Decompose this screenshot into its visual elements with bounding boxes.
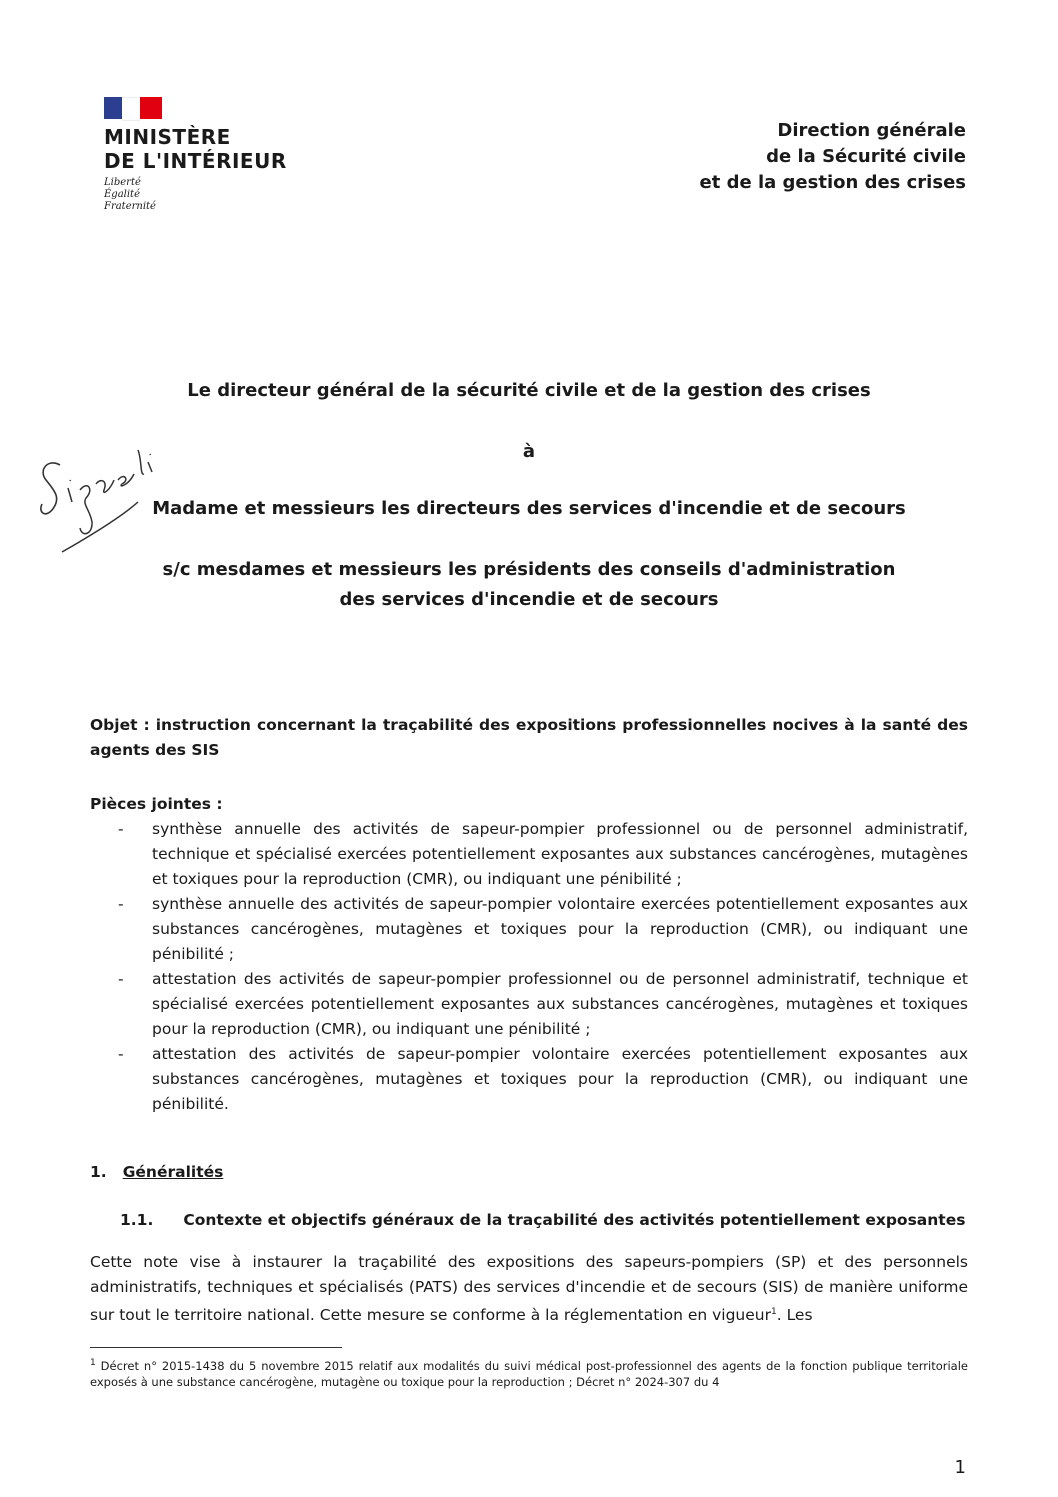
ministry-line-2: DE L'INTÉRIEUR [104,149,287,173]
recipient-line: Madame et messieurs les directeurs des services d'incendie et de secours [152,498,906,519]
section-1-1-heading [120,1208,965,1233]
direction-header [566,118,966,196]
ministry-logo [104,97,344,213]
paragraph-text: Cette note vise à instaurer la traçabilité des expositions des sapeurs-pompiers (SP) et des personnels administratifs, techniques et spécialisés (PATS) des services d'incendie et de secours (SIS) de manière uniforme sur tout le territoire national. Cette mesure se conforme à la réglementation en vigueur [90,1253,968,1325]
handwritten-signature [30,440,180,560]
direction-line-2: de la Sécurité civile [766,146,966,167]
page-number: 1 [954,1457,966,1478]
cc-line: s/c mesdames et messieurs les présidents des conseils d'administration des services d'incendie et de secours [162,559,896,610]
attachment-item: - synthèse annuelle des activités de sapeur-pompier professionnel ou de personnel administratif, technique et spécialisé exercées potentiellement exposantes aux substances cancérogènes, mutagènes et toxiques pour la reproduction (CMR), ou indiquant une pénibilité ; [118,820,968,888]
footnote [90,1355,968,1390]
footnote-reference[interactable]: 1 [770,1307,777,1317]
footnote-text: Décret n° 2015-1438 du 5 novembre 2015 relatif aux modalités du suivi médical post-professionnel des agents de la fonction publique territoriale exposés à une substance cancérogène, mutagène ou toxique pour la reproduction ; Décret n° 2024-307 du 4 [90,1358,968,1389]
section-1-number: 1. [90,1163,107,1181]
french-flag-icon [104,97,162,119]
ministry-name [104,125,344,173]
motto-liberte: Liberté [104,177,141,188]
attachments-title: Pièces jointes : [90,795,223,813]
section-1-1-number: 1.1. [120,1211,154,1229]
section-1-1-title: Contexte et objectifs généraux de la traçabilité des activités potentiellement exposantes [183,1211,966,1229]
attachment-item: - synthèse annuelle des activités de sapeur-pompier volontaire exercées potentiellement exposantes aux substances cancérogènes, mutagènes et toxiques pour la reproduction (CMR), ou indiquant une pénibilité ; [118,895,968,963]
paragraph-tail: . Les [776,1306,813,1325]
attachments-list [90,817,968,1117]
object-line: Objet : instruction concernant la traçabilité des expositions professionnelles nocives à la santé des agents des SIS [90,716,968,759]
motto-egalite: Égalité [104,189,140,200]
republic-motto [104,177,344,213]
to-word: à [522,441,536,462]
direction-line-3: et de la gestion des crises [699,172,966,193]
motto-fraternite: Fraternité [104,201,156,212]
footnote-marker: 1 [90,1358,96,1368]
attachment-item: - attestation des activités de sapeur-pompier volontaire exercées potentiellement exposantes aux substances cancérogènes, mutagènes et toxiques pour la reproduction (CMR), ou indiquant une pénibilité. [118,1045,968,1113]
attachment-item: - attestation des activités de sapeur-pompier professionnel ou de personnel administratif, technique et spécialisé exercées potentiellement exposantes aux substances cancérogènes, mutagènes et toxiques pour la reproduction (CMR), ou indiquant une pénibilité ; [118,970,968,1038]
ministry-line-1: MINISTÈRE [104,125,231,149]
section-1-heading [90,1160,223,1185]
direction-line-1: Direction générale [777,120,966,141]
section-1-title: Généralités [122,1163,224,1181]
body-paragraph [90,1250,968,1328]
footnote-divider [90,1347,342,1348]
sender-line: Le directeur général de la sécurité civile et de la gestion des crises [187,380,871,401]
